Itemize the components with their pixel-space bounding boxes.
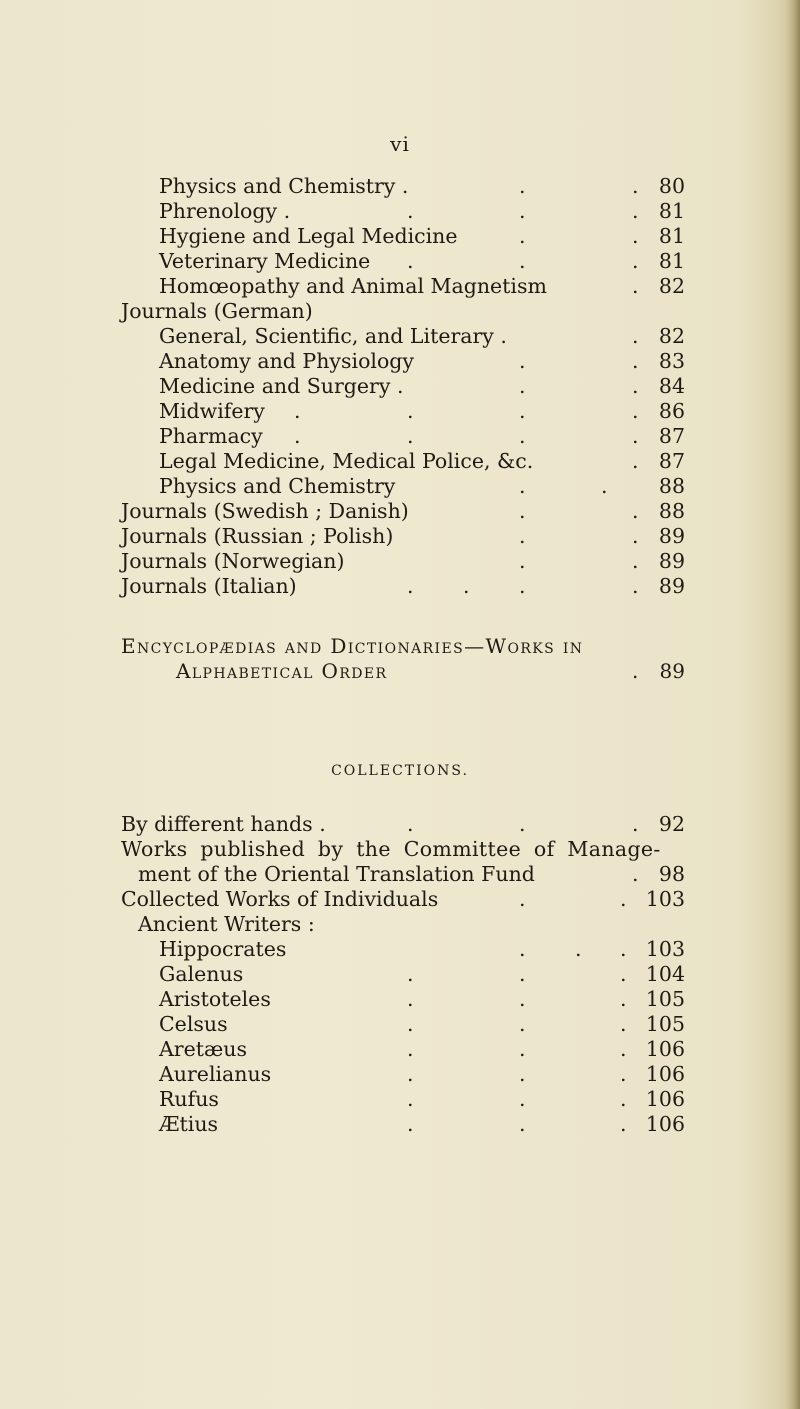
entry-label: Galenus	[159, 962, 244, 986]
entry-label: Homœopathy and Animal Magnetism	[159, 274, 547, 298]
entry-page: 81	[658, 199, 685, 223]
leader-dots: . . . .	[294, 399, 639, 423]
entry-label: Aristoteles	[159, 987, 271, 1011]
entry-label: Physics and Chemistry .	[159, 174, 409, 198]
toc-entry	[0, 987, 800, 1011]
leader-dots: . .	[519, 224, 639, 248]
toc-entry	[0, 524, 800, 548]
toc-entry	[0, 1112, 800, 1136]
toc-entry	[0, 812, 800, 836]
entry-page: 106	[645, 1112, 685, 1136]
leader-dots: . .	[519, 374, 639, 398]
toc-entry	[0, 1087, 800, 1111]
entry-page: 81	[658, 224, 685, 248]
entry-label: Journals (Russian ; Polish)	[121, 524, 394, 548]
entry-label: Veterinary Medicine	[159, 249, 371, 273]
toc-entry	[0, 499, 800, 523]
leader-dots: . .	[519, 349, 639, 373]
toc-entry	[0, 424, 800, 448]
entry-label: Works published by the Committee of Manage-	[121, 837, 661, 861]
entry-page: 82	[658, 274, 685, 298]
entry-label: Pharmacy	[159, 424, 263, 448]
leader-dots: . . .	[519, 937, 627, 961]
toc-entry	[0, 1062, 800, 1086]
toc-entry	[0, 887, 800, 911]
leader-dots: . . .	[407, 1062, 627, 1086]
entry-page: 87	[658, 424, 685, 448]
leader-dots: . . .	[407, 962, 627, 986]
leader-dots: . .	[519, 499, 639, 523]
entry-label: Medicine and Surgery .	[159, 374, 404, 398]
toc-entry	[0, 324, 800, 348]
collections-title: COLLECTIONS.	[331, 763, 469, 779]
entry-label: Journals (Swedish ; Danish)	[121, 499, 409, 523]
leader-dots: . . . .	[294, 424, 639, 448]
entry-page: 92	[658, 812, 685, 836]
toc-entry	[0, 449, 800, 473]
entry-label: Hygiene and Legal Medicine	[159, 224, 458, 248]
journals-german-heading: Journals (German)	[121, 299, 313, 323]
entry-page: 103	[645, 937, 685, 961]
toc-entry	[0, 549, 800, 573]
toc-entry	[0, 249, 800, 273]
entry-label: Celsus	[159, 1012, 228, 1036]
entry-page: 89	[658, 524, 685, 548]
entry-label: Ancient Writers :	[138, 912, 315, 936]
leader-dots: .	[632, 324, 639, 348]
leader-dots: . . .	[407, 1087, 627, 1111]
entry-label: Aretæus	[159, 1037, 247, 1061]
entry-page: 106	[645, 1062, 685, 1086]
toc-entry	[0, 274, 800, 298]
leader-dots: . .	[519, 474, 608, 498]
entry-page: 104	[645, 962, 685, 986]
toc-entry	[0, 199, 800, 223]
entry-label: Midwifery	[159, 399, 265, 423]
leader-dots: . . .	[407, 987, 627, 1011]
toc-entry	[0, 474, 800, 498]
toc-entry	[0, 374, 800, 398]
leader-dots: . . .	[407, 1112, 627, 1136]
toc-entry	[0, 837, 800, 861]
entry-label: Hippocrates	[159, 937, 287, 961]
toc-entry	[0, 174, 800, 198]
leader-dots: . .	[519, 174, 639, 198]
toc-entry	[0, 1012, 800, 1036]
entry-page: 82	[658, 324, 685, 348]
entry-page: 89	[659, 659, 685, 683]
entry-page: 106	[645, 1087, 685, 1111]
leader-dots: .	[632, 862, 639, 886]
toc-entry	[0, 862, 800, 886]
entry-label: ment of the Oriental Translation Fund	[138, 862, 535, 886]
leader-dots: . . .	[407, 249, 639, 273]
entry-label: Aurelianus	[159, 1062, 272, 1086]
entry-page: 87	[658, 449, 685, 473]
toc-entry	[0, 912, 800, 936]
entry-label: Physics and Chemistry	[159, 474, 396, 498]
entry-label: Journals (Italian)	[121, 574, 297, 598]
page-number: vi	[390, 132, 410, 156]
leader-dots: . . .	[407, 812, 639, 836]
leader-dots: . .	[519, 524, 639, 548]
entry-page: 83	[658, 349, 685, 373]
toc-entry	[0, 574, 800, 598]
entry-label: By different hands .	[121, 812, 326, 836]
leader-dots: .	[632, 449, 639, 473]
entry-label: Legal Medicine, Medical Police, &c.	[159, 449, 534, 473]
leader-dots: .	[632, 659, 640, 683]
leader-dots: . .	[519, 549, 639, 573]
entry-page: 89	[658, 574, 685, 598]
leader-dots: . . .	[407, 1012, 627, 1036]
toc-entry	[0, 349, 800, 373]
entry-page: 103	[645, 887, 685, 911]
entry-page: 84	[658, 374, 685, 398]
section-heading	[0, 299, 800, 323]
entry-label: Anatomy and Physiology	[159, 349, 415, 373]
entry-page: 105	[645, 987, 685, 1011]
entry-label: Rufus	[159, 1087, 219, 1111]
toc-entry	[0, 224, 800, 248]
entry-label: Phrenology .	[159, 199, 291, 223]
leader-dots: . . . .	[407, 574, 639, 598]
encyclopaedias-line1: Encyclopædias and Dictionaries—Works in	[121, 634, 584, 658]
leader-dots: .	[632, 274, 639, 298]
entry-label: General, Scientific, and Literary .	[159, 324, 507, 348]
entry-page: 88	[658, 499, 685, 523]
leader-dots: . . .	[407, 1037, 627, 1061]
entry-page: 89	[658, 549, 685, 573]
leader-dots: . . .	[407, 199, 639, 223]
entry-page: 106	[645, 1037, 685, 1061]
entry-page: 105	[645, 1012, 685, 1036]
encyclopaedias-line2: Alphabetical Order	[176, 659, 388, 683]
entry-page: 80	[658, 174, 685, 198]
toc-entry	[0, 1037, 800, 1061]
toc-entry	[0, 937, 800, 961]
toc-entry	[0, 399, 800, 423]
entry-page: 81	[658, 249, 685, 273]
entry-page: 98	[658, 862, 685, 886]
entry-label: Journals (Norwegian)	[121, 549, 345, 573]
leader-dots: . .	[519, 887, 627, 911]
entry-page: 86	[658, 399, 685, 423]
toc-entry	[0, 962, 800, 986]
entry-label: Ætius	[159, 1112, 219, 1136]
entry-label: Collected Works of Individuals	[121, 887, 439, 911]
entry-page: 88	[658, 474, 685, 498]
